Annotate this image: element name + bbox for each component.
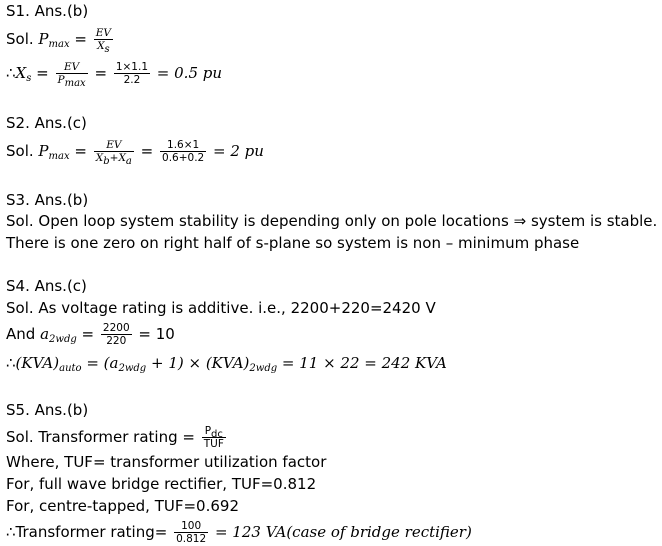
s4-ratio: And $a_{2wdg}$ = $\frac{2200}{220}$ = 10 — [6, 322, 175, 347]
s1-formula: Sol. $P_{max}$ = $\frac{EV}{X_s}$ — [6, 27, 111, 55]
s5-line5: ∴Transformer rating= $\frac{100}{0.812}$ = 123 VA(case of bridge rectifier) — [6, 520, 472, 545]
s3-line1: Sol. Open loop system stability is depending only on pole locations ⇒ system is stable. — [6, 212, 658, 230]
fraction-values: $\frac{1.6\times 1}{0.6+0.2}$ — [162, 139, 205, 164]
fraction-pdc-over-tuf: $\frac{P_{dc}}{\text{TUF}}$ — [203, 425, 224, 450]
s3-line2: There is one zero on right half of s-plane so system is non – minimum phase — [6, 234, 580, 252]
fraction-values: $\frac{1\times 1.1}{2.2}$ — [115, 61, 149, 86]
s3-heading: S3. Ans.(b) — [6, 191, 89, 209]
s4-line1: Sol. As voltage rating is additive. i.e., 2200+220=2420 V — [6, 299, 436, 317]
s5-line1: Sol. Transformer rating = $\frac{P_{dc}}{\text{TUF}}$ — [6, 425, 224, 450]
fraction-turns: $\frac{2200}{220}$ — [102, 322, 130, 347]
fraction-ev-over-xb-xa: $\frac{EV}{X_b+X_a}$ — [95, 139, 132, 167]
s1-result: $\therefore X_s$ = $\frac{EV}{P_{max}}$ = $\frac{1\times 1.1}{2.2}$ = 0.5 pu — [6, 61, 223, 89]
s4-kva-result: $\therefore(KVA)_{auto} = (a_{2wdg} + 1) \times (KVA)_{2wdg} = 11 \times 22 = 242$ KVA — [6, 354, 447, 374]
s1-heading: S1. Ans.(b) — [6, 2, 89, 20]
s5-line4: For, centre-tapped, TUF=0.692 — [6, 497, 239, 515]
s5-heading: S5. Ans.(b) — [6, 401, 89, 419]
s2-formula: Sol. $P_{max}$ = $\frac{EV}{X_b+X_a}$ = $\frac{1.6\times 1}{0.6+0.2}$ = 2 pu — [6, 139, 264, 167]
fraction-100-over-0812: $\frac{100}{0.812}$ — [176, 520, 207, 545]
s5-line2: Where, TUF= transformer utilization factor — [6, 453, 327, 471]
s5-line3: For, full wave bridge rectifier, TUF=0.812 — [6, 475, 317, 493]
fraction-ev-over-xs: $\frac{EV}{X_s}$ — [95, 27, 111, 55]
sol-label: Sol. — [6, 30, 34, 48]
s2-heading: S2. Ans.(c) — [6, 114, 87, 132]
fraction-ev-over-pmax: $\frac{EV}{P_{max}}$ — [57, 61, 86, 89]
s4-heading: S4. Ans.(c) — [6, 277, 87, 295]
